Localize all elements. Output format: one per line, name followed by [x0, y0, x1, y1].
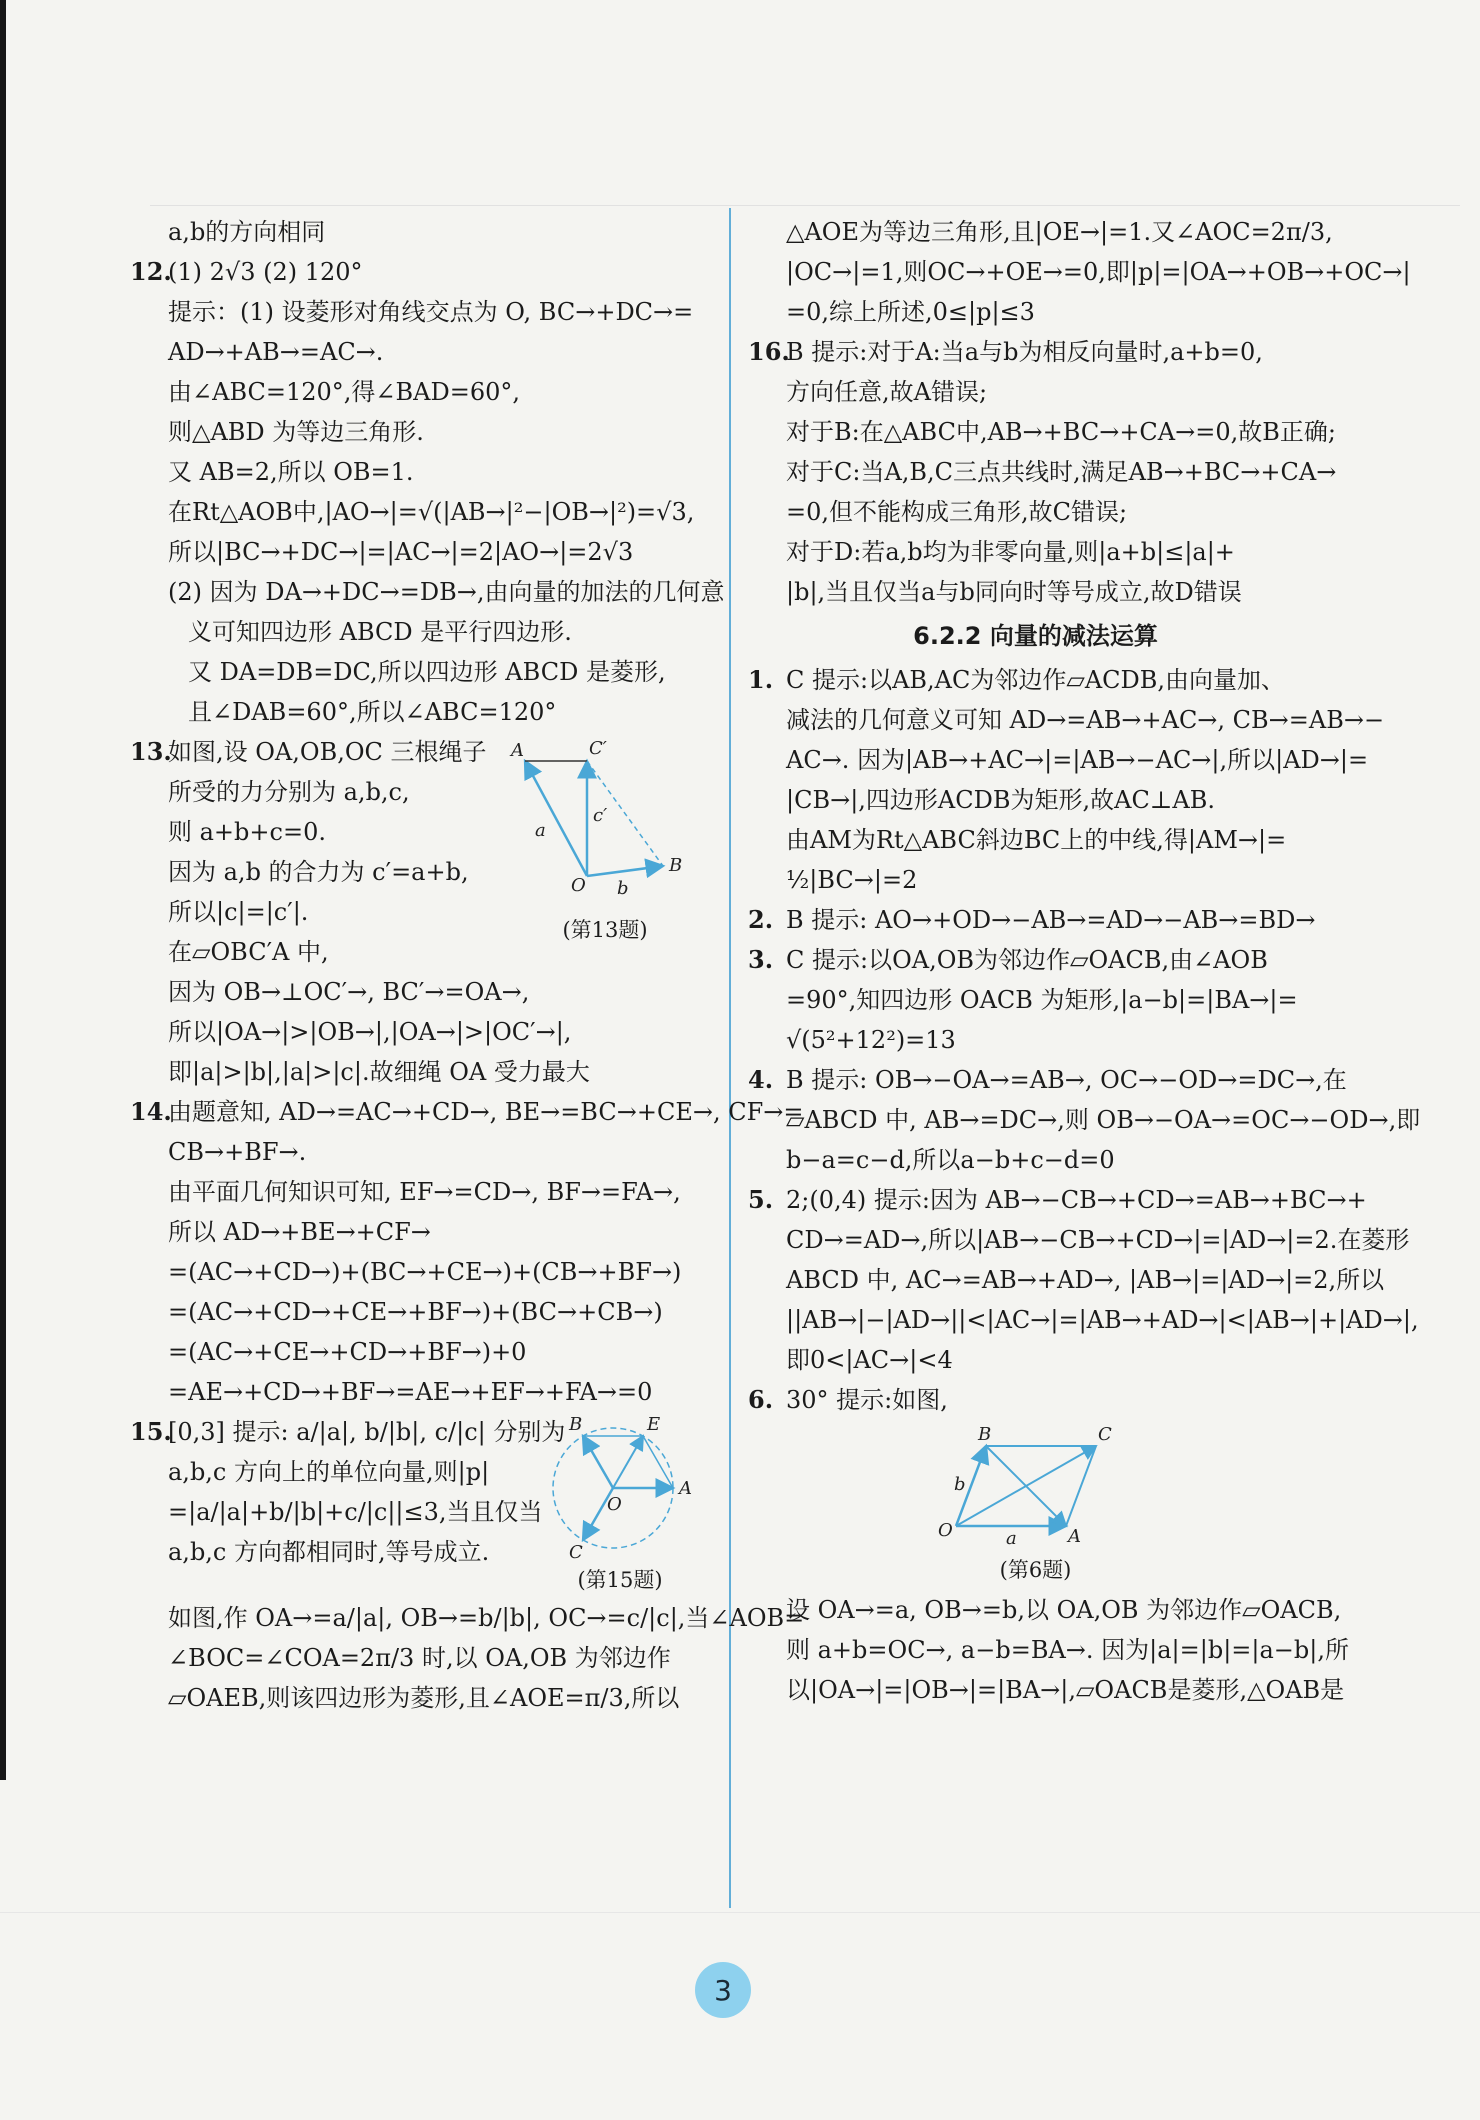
problem-number: 2.: [748, 905, 774, 934]
text-line: 由平面几何知识可知, EF→=CD→, BF→=FA→,: [168, 1178, 681, 1206]
figure-caption: (第13题): [562, 918, 648, 942]
text-line: 所以 AD→+BE→+CF→: [168, 1218, 431, 1246]
problem-number: 4.: [748, 1065, 774, 1094]
text-line: AC→. 因为|AB→+AC→|=|AB→−AC→|,所以|AD→|=: [786, 746, 1369, 774]
fig6-label-a: a: [1005, 1528, 1017, 1549]
text-line: =|a/|a|+b/|b|+c/|c||≤3,当且仅当: [168, 1498, 543, 1526]
text-line: 如图,设 OA,OB,OC 三根绳子: [168, 738, 487, 766]
text-line: ▱ABCD 中, AB→=DC→,则 OB→−OA→=OC→−OD→,即: [786, 1106, 1421, 1134]
text-line: 则△ABD 为等边三角形.: [168, 418, 424, 446]
text-line: =(AC→+CE→+CD→+BF→)+0: [168, 1338, 527, 1366]
figure-caption: (第15题): [577, 1568, 663, 1592]
text-line: (1) 2√3 (2) 120°: [168, 258, 363, 286]
fig15-label-A: A: [679, 1478, 692, 1499]
text-line: AD→+AB→=AC→.: [168, 338, 384, 366]
fig13-label-B: B: [669, 855, 683, 876]
fig6-label-A: A: [1067, 1526, 1081, 1547]
fig6-label-O: O: [937, 1520, 953, 1541]
text-line: a,b,c 方向上的单位向量,则|p|: [168, 1458, 490, 1486]
fig13-label-A: A: [511, 740, 524, 761]
text-line: 方向任意,故A错误;: [786, 378, 988, 406]
text-line: 对于B:在△ABC中,AB→+BC→+CA→=0,故B正确;: [786, 418, 1336, 446]
text-line: ½|BC→|=2: [786, 866, 918, 894]
text-line: 减法的几何意义可知 AD→=AB→+AC→, CB→=AB→−: [786, 706, 1385, 734]
fig6-label-B: B: [977, 1424, 991, 1445]
text-line: 则 a+b+c=0.: [168, 818, 326, 846]
text-line: a,b,c 方向都相同时,等号成立.: [168, 1538, 490, 1566]
text-line: 对于D:若a,b均为非零向量,则|a+b|≤|a|+: [786, 538, 1235, 566]
problem-number: 1.: [748, 665, 774, 694]
text-line: ▱OAEB,则该四边形为菱形,且∠AOE=π/3,所以: [168, 1684, 680, 1712]
problem-number: 15.: [130, 1417, 172, 1446]
text-line: 即0<|AC→|<4: [786, 1346, 953, 1374]
text-line: CD→=AD→,所以|AB→−CB→+CD→|=|AD→|=2.在菱形: [786, 1226, 1410, 1254]
problem-number: 6.: [748, 1385, 774, 1414]
text-line: 又 DA=DB=DC,所以四边形 ABCD 是菱形,: [188, 658, 666, 686]
text-line: 由题意知, AD→=AC→+CD→, BE→=BC→+CE→, CF→=: [168, 1098, 804, 1126]
text-line: 由∠ABC=120°,得∠BAD=60°,: [168, 378, 521, 406]
text-line: 又 AB=2,所以 OB=1.: [168, 458, 414, 486]
text-line: 设 OA→=a, OB→=b,以 OA,OB 为邻边作▱OACB,: [786, 1596, 1342, 1624]
figure-6: [748, 1426, 1323, 1584]
text-line: B 提示: OB→−OA→=AB→, OC→−OD→=DC→,在: [786, 1066, 1347, 1094]
text-line: B 提示:对于A:当a与b为相反向量时,a+b=0,: [786, 338, 1263, 366]
fig15-label-C: C: [569, 1542, 583, 1563]
text-line: a,b的方向相同: [168, 218, 326, 246]
text-line: 即|a|>|b|,|a|>|c|.故细绳 OA 受力最大: [168, 1058, 590, 1086]
text-line: ABCD 中, AC→=AB→+AD→, |AB→|=|AD→|=2,所以: [786, 1266, 1385, 1294]
text-line: 对于C:当A,B,C三点共线时,满足AB→+BC→+CA→: [786, 458, 1337, 486]
problem-number: 5.: [748, 1185, 774, 1214]
figure-13: [505, 736, 705, 944]
text-line: ||AB→|−|AD→||<|AC→|=|AB→+AD→|<|AB→|+|AD→|,: [786, 1306, 1419, 1334]
fig6-label-b: b: [953, 1474, 966, 1495]
text-line: 如图,作 OA→=a/|a|, OB→=b/|b|, OC→=c/|c|,当∠AOB=: [168, 1604, 805, 1632]
text-line: CB→+BF→.: [168, 1138, 307, 1166]
page-number-badge: 3: [695, 1962, 751, 2018]
text-line: B 提示: AO→+OD→−AB→=AD→−AB→=BD→: [786, 906, 1316, 934]
fig15-label-B: B: [569, 1414, 583, 1435]
text-line: C 提示:以OA,OB为邻边作▱OACB,由∠AOB: [786, 946, 1268, 974]
text-line: |b|,当且仅当a与b同向时等号成立,故D错误: [786, 578, 1242, 606]
problem-number: 14.: [130, 1097, 172, 1126]
text-line: 提示：(1) 设菱形对角线交点为 O, BC→+DC→=: [168, 298, 694, 326]
fig15-label-E: E: [647, 1414, 661, 1435]
top-rule: [150, 205, 1460, 206]
text-line: 且∠DAB=60°,所以∠ABC=120°: [188, 698, 557, 726]
figure-caption: (第6题): [999, 1558, 1072, 1582]
text-line: ∠BOC=∠COA=2π/3 时,以 OA,OB 为邻边作: [168, 1644, 671, 1672]
fig15-label-O: O: [607, 1494, 622, 1515]
text-line: (2) 因为 DA→+DC→=DB→,由向量的加法的几何意: [168, 578, 725, 606]
fig13-label-a: a: [535, 820, 546, 841]
text-line: 则 a+b=OC→, a−b=BA→. 因为|a|=|b|=|a−b|,所: [786, 1636, 1349, 1664]
binding-edge: [0, 0, 6, 1780]
problem-number: 12.: [130, 257, 172, 286]
text-line: 所以|c|=|c′|.: [168, 898, 309, 926]
section-heading: 6.2.2 向量的减法运算: [913, 622, 1158, 650]
text-line: 因为 OB→⊥OC′→, BC′→=OA→,: [168, 978, 530, 1006]
problem-number: 13.: [130, 737, 172, 766]
text-line: 义可知四边形 ABCD 是平行四边形.: [188, 618, 572, 646]
problem-number: 3.: [748, 945, 774, 974]
fig13-label-O: O: [571, 875, 586, 896]
text-line: =(AC→+CD→+CE→+BF→)+(BC→+CB→): [168, 1298, 663, 1326]
text-line: 在Rt△AOB中,|AO→|=√(|AB→|²−|OB→|²)=√3,: [168, 498, 695, 526]
text-line: △AOE为等边三角形,且|OE→|=1.又∠AOC=2π/3,: [786, 218, 1333, 246]
text-line: C 提示:以AB,AC为邻边作▱ACDB,由向量加、: [786, 666, 1286, 694]
parallelogram-diagram: [926, 1426, 1146, 1556]
fig13-label-C1: C′: [589, 738, 607, 759]
force-diagram: [505, 736, 705, 916]
text-line: =(AC→+CD→)+(BC→+CE→)+(CB→+BF→): [168, 1258, 682, 1286]
text-line: =0,综上所述,0≤|p|≤3: [786, 298, 1035, 326]
text-line: b−a=c−d,所以a−b+c−d=0: [786, 1146, 1115, 1174]
fig13-label-b: b: [617, 878, 629, 899]
text-line: 30° 提示:如图,: [786, 1386, 948, 1414]
text-line: 所以|OA→|>|OB→|,|OA→|>|OC′→|,: [168, 1018, 572, 1046]
text-line: 由AM为Rt△ABC斜边BC上的中线,得|AM→|=: [786, 826, 1287, 854]
column-divider: [729, 208, 731, 1908]
text-line: 所受的力分别为 a,b,c,: [168, 778, 410, 806]
right-column: [748, 212, 1421, 1710]
fig6-label-C: C: [1097, 1424, 1112, 1445]
text-line: =AE→+CD→+BF→=AE→+EF→+FA→=0: [168, 1378, 653, 1406]
text-line: 所以|BC→+DC→|=|AC→|=2|AO→|=2√3: [168, 538, 634, 566]
problem-number: 16.: [748, 337, 790, 366]
fig13-label-c1: c′: [593, 805, 608, 826]
text-line: 因为 a,b 的合力为 c′=a+b,: [168, 858, 469, 886]
text-line: [0,3] 提示: a/|a|, b/|b|, c/|c| 分别为: [168, 1418, 566, 1446]
text-line: 以|OA→|=|OB→|=|BA→|,▱OACB是菱形,△OAB是: [786, 1676, 1345, 1704]
text-line: |CB→|,四边形ACDB为矩形,故AC⊥AB.: [786, 786, 1215, 814]
text-line: =0,但不能构成三角形,故C错误;: [786, 498, 1128, 526]
text-line: =90°,知四边形 OACB 为矩形,|a−b|=|BA→|=: [786, 986, 1298, 1014]
text-line: √(5²+12²)=13: [786, 1026, 956, 1054]
text-line: 在▱OBC′A 中,: [168, 938, 329, 966]
text-line: 2;(0,4) 提示:因为 AB→−CB→+CD→=AB→+BC→+: [786, 1186, 1367, 1214]
bottom-rule: [0, 1912, 1480, 1913]
text-line: |OC→|=1,则OC→+OE→=0,即|p|=|OA→+OB→+OC→|: [786, 258, 1411, 286]
